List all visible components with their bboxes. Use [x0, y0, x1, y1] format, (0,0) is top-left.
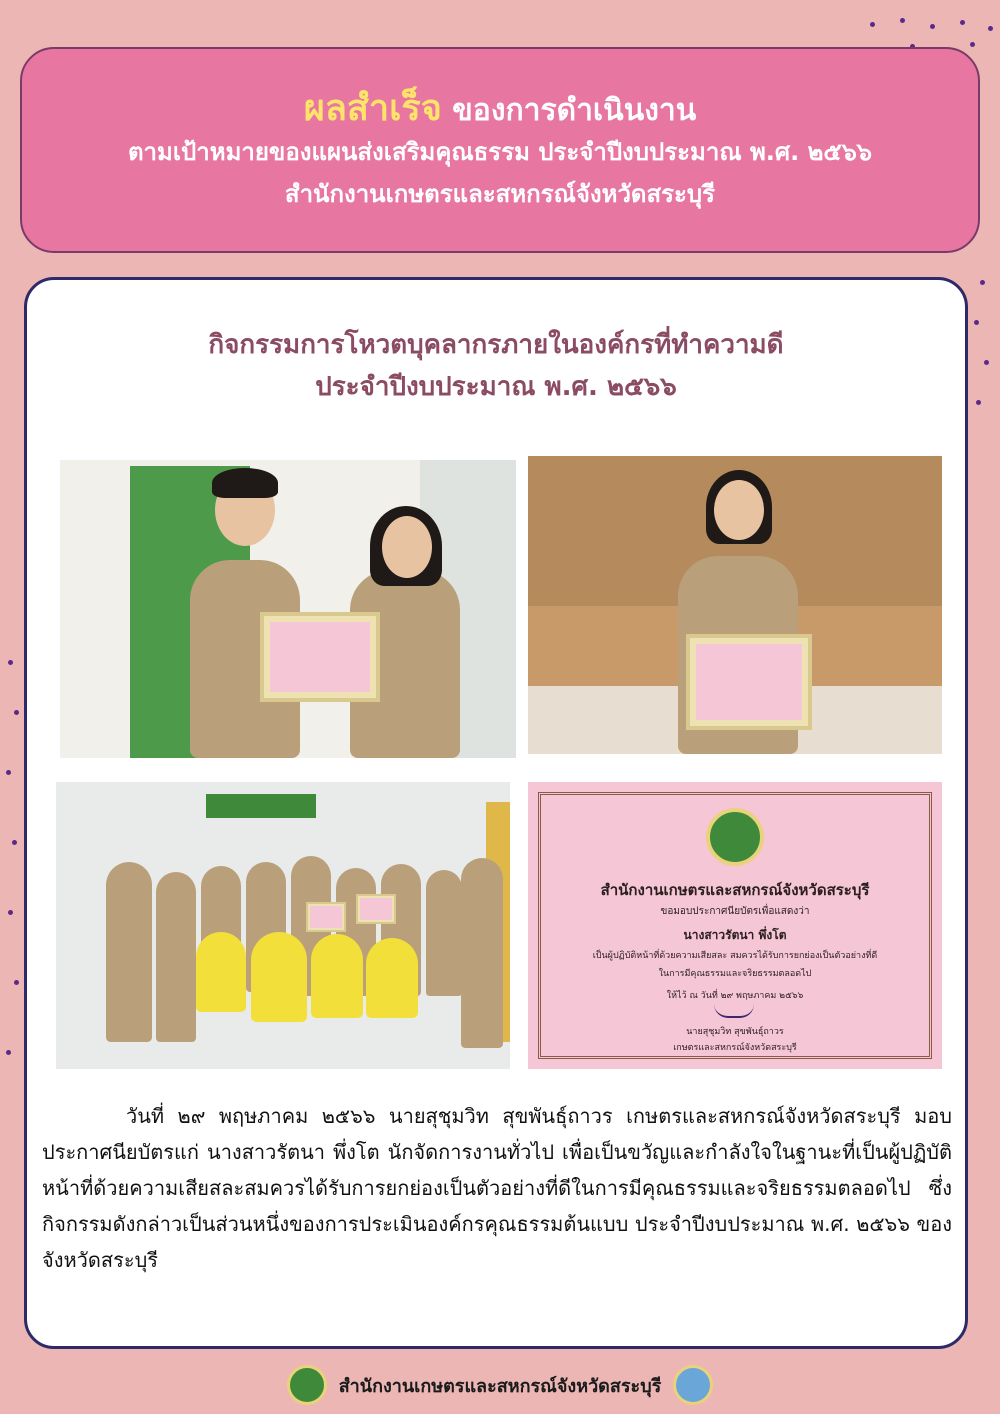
seated-person-yellow — [196, 932, 246, 1012]
header-line1-rest: ของการดำเนินงาน — [441, 93, 697, 128]
header-line2: ตามเป้าหมายของแผนส่งเสริมคุณธรรม ประจำปีงบประมาณ พ.ศ. ๒๕๖๖ — [127, 138, 873, 166]
recipient-head — [714, 480, 764, 540]
seated-person-yellow — [251, 932, 307, 1022]
certificate-recipient: นางสาวรัตนา พึ่งโต — [683, 928, 787, 942]
body-text: วันที่ ๒๙ พฤษภาคม ๒๕๖๖ นายสุชุมวิท สุขพันธุ์ถาวร เกษตรและสหกรณ์จังหวัดสระบุรี มอบประกาศนียบัตรแก่ นางสาวรัตนา พึ่งโต นักจัดการงานทั่วไป เพื่อเป็นขวัญและกำลังใจในฐานะที่เป็นผู้ปฏิบัติหน้าที่ด้วยความเสียสละสมควรได้รับการยกย่องเป็นตัวอย่างที่ดีในการมีคุณธรรมและจริยธรรมตลอดไป ซึ่งกิจกรรมดังกล่าวเป็นส่วนหนึ่งของการประเมินองค์กรคุณธรรมต้นแบบ ประจำปีงบประมาณ พ.ศ. ๒๕๖๖ ของจังหวัดสระบุรี — [42, 1104, 952, 1272]
ministry-seal-icon — [706, 808, 764, 866]
certificate-reason-2: ในการมีคุณธรรมและจริยธรรมตลอดไป — [658, 969, 812, 979]
seated-person-yellow — [366, 938, 418, 1018]
province-logo-icon — [673, 1365, 713, 1405]
certificate-reason-1: เป็นผู้ปฏิบัติหน้าที่ด้วยความเสียสละ สมควรได้รับการยกย่องเป็นตัวอย่างที่ดี — [592, 951, 878, 961]
body-paragraph — [42, 1098, 952, 1278]
certificate-org: สำนักงานเกษตรและสหกรณ์จังหวัดสระบุรี — [600, 881, 870, 899]
office-sign — [206, 794, 316, 818]
certificate-intro: ขอมอบประกาศนียบัตรเพื่อแสดงว่า — [660, 906, 810, 917]
header-line3: สำนักงานเกษตรและสหกรณ์จังหวัดสระบุรี — [284, 180, 716, 208]
group-person — [156, 872, 196, 1042]
activity-title — [27, 324, 965, 408]
certificate-frame-small — [306, 902, 346, 932]
photo-award-presentation — [60, 460, 516, 758]
footer-text: สำนักงานเกษตรและสหกรณ์จังหวัดสระบุรี — [338, 1375, 662, 1397]
woman-head — [382, 516, 432, 578]
header-banner — [20, 47, 980, 253]
group-person — [106, 862, 152, 1042]
activity-title-line1: กิจกรรมการโหวตบุคลากรภายในองค์กรที่ทำความดี — [208, 330, 784, 360]
man-hair — [212, 468, 278, 498]
group-person — [461, 858, 503, 1048]
certificate-frame-held — [686, 634, 812, 730]
certificate-image — [528, 782, 942, 1069]
content-card — [24, 277, 968, 1349]
decorative-dots-left — [0, 650, 24, 1110]
photo-recipient — [528, 456, 942, 754]
group-person — [426, 870, 462, 996]
header-accent: ผลสำเร็จ — [303, 88, 442, 129]
header-line1 — [22, 89, 978, 131]
certificate-signer-title: เกษตรและสหกรณ์จังหวัดสระบุรี — [673, 1043, 797, 1053]
activity-title-line2: ประจำปีงบประมาณ พ.ศ. ๒๕๖๖ — [315, 372, 677, 402]
footer — [0, 1362, 1000, 1408]
certificate-signer: นายสุชุมวิท สุขพันธุ์ถาวร — [686, 1027, 784, 1037]
photo-group — [56, 782, 510, 1069]
certificate-date: ให้ไว้ ณ วันที่ ๒๙ พฤษภาคม ๒๕๖๖ — [666, 991, 804, 1001]
certificate-frame — [260, 612, 380, 702]
certificate-frame-small — [356, 894, 396, 924]
ministry-logo-icon — [287, 1365, 327, 1405]
seated-person-yellow — [311, 934, 363, 1018]
decorative-dots-right — [968, 260, 998, 460]
